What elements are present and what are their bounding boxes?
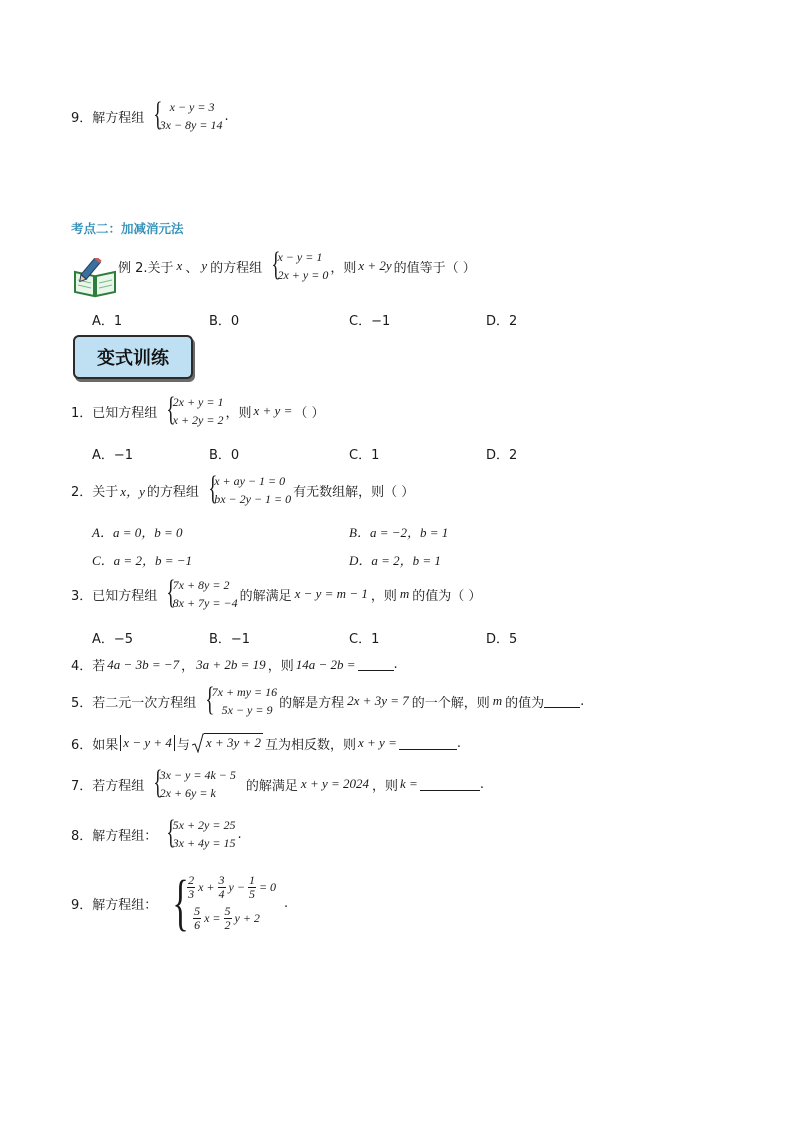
condition: x + y = 2024: [300, 776, 370, 791]
target-expression: x + y =: [253, 403, 293, 418]
equation-2: 3a + 2b = 19: [196, 656, 266, 672]
question-number: 8．: [71, 828, 93, 844]
absolute-value: [120, 735, 175, 751]
question-mid: 的解满足: [239, 588, 292, 604]
target-expression: x + y =: [358, 735, 397, 750]
question-mid: 的解满足: [245, 778, 298, 794]
equation-2: 8x + 7y = −4: [172, 596, 238, 610]
question-1: [71, 393, 324, 429]
denominator: 5: [248, 887, 255, 901]
equation-system: [159, 393, 223, 429]
target-expression: 14a − 2b =: [295, 656, 356, 672]
option-c: C．−1: [349, 314, 391, 329]
question-end: 的值为: [505, 695, 545, 711]
variable-m: m: [492, 693, 503, 708]
question-3: [71, 576, 481, 612]
left-brace: {: [208, 470, 218, 507]
variables: x，y: [120, 483, 145, 499]
question-prompt: 已知方程组: [92, 405, 158, 421]
denominator: 6: [194, 918, 201, 932]
question-prompt: 如果: [92, 737, 119, 753]
equation-1: 7x + my = 16: [211, 685, 278, 699]
option-c: C．1: [349, 632, 380, 647]
term: x =: [204, 911, 221, 925]
numerator: 3: [218, 873, 225, 887]
condition: 2x + 3y = 7: [347, 693, 409, 708]
variable-y: y: [201, 258, 208, 273]
term: = 0: [258, 880, 277, 894]
period: .: [456, 735, 461, 751]
question-number: 6．: [71, 737, 93, 753]
equation-2: bx − 2y − 1 = 0: [214, 492, 292, 506]
equation-system: [159, 816, 235, 852]
equation-2: 5x − y = 9: [221, 703, 273, 717]
equation-2: 3x − 8y = 14: [159, 118, 223, 132]
period: .: [393, 657, 398, 672]
question-tail: 的一个解，则: [411, 695, 490, 711]
period: .: [224, 108, 229, 124]
question-mid: 的方程组: [146, 484, 199, 500]
left-brace: {: [271, 246, 281, 283]
option-c: C．1: [349, 448, 380, 463]
option-c: C．a = 2，b = −1: [92, 553, 192, 568]
question-tail: 互为相反数，则: [265, 737, 357, 753]
separator: 、: [185, 260, 199, 276]
variable-x: x: [176, 258, 183, 273]
option-b: B．−1: [209, 632, 251, 647]
answer-blank[interactable]: [420, 778, 480, 791]
option-d: D．2: [486, 448, 518, 463]
question-prompt: 若: [92, 659, 106, 674]
term: y −: [228, 880, 245, 894]
term: x +: [198, 880, 215, 894]
question-tail: ，则: [225, 405, 252, 421]
fraction: [218, 874, 226, 901]
fraction: [248, 874, 256, 901]
period: .: [237, 826, 242, 842]
question-4: [71, 655, 398, 674]
question-number: 9．: [71, 110, 93, 126]
question-prompt: 若方程组: [92, 778, 145, 794]
question-number: 9．: [71, 897, 93, 913]
equation-system: [198, 683, 277, 719]
equation-1: 5x + 2y = 25: [172, 818, 236, 832]
numerator: 2: [188, 873, 195, 887]
option-b: B．0: [209, 314, 240, 329]
question-9: [71, 869, 289, 937]
fraction: [224, 905, 232, 932]
left-brace: {: [172, 869, 190, 937]
equation-system: [264, 248, 328, 284]
option-b: B．0: [209, 448, 240, 463]
period: .: [580, 693, 585, 709]
left-brace: {: [153, 96, 163, 133]
example-mid-text: 的方程组: [210, 260, 263, 276]
answer-blank[interactable]: [358, 658, 394, 671]
target-expression: k =: [400, 776, 418, 791]
equation-system: [146, 766, 236, 802]
option-a: A．−5: [92, 632, 134, 647]
target-expression: x + 2y: [358, 258, 392, 273]
example-tail-2: 的值等于（ ）: [393, 260, 476, 276]
radical-sign-icon: [192, 733, 204, 753]
left-brace: {: [166, 574, 176, 611]
period: .: [479, 776, 484, 792]
equation-system: [159, 869, 278, 937]
option-a: A．1: [92, 314, 123, 329]
equation-1: 4a − 3b = −7: [107, 656, 180, 672]
equation-2: 3x + 4y = 15: [172, 836, 236, 850]
answer-blank[interactable]: [544, 695, 580, 708]
practice-badge: 变式训练: [73, 335, 193, 379]
option-d: D．a = 2，b = 1: [349, 553, 441, 568]
equation-1: [186, 874, 278, 901]
question-5: [71, 683, 584, 719]
equation-2: x + 2y = 2: [172, 413, 224, 427]
question-prompt: 关于: [92, 484, 119, 500]
numerator: 5: [194, 904, 201, 918]
question-number: 1．: [71, 405, 93, 421]
question-number: 3．: [71, 588, 93, 604]
question-prompt: 解方程组: [92, 110, 145, 126]
question-prompt: 已知方程组: [92, 588, 158, 604]
answer-paren: 的值为（ ）: [412, 588, 482, 604]
question-8: [71, 816, 242, 852]
option-a: A．−1: [92, 448, 134, 463]
denominator: 2: [224, 918, 231, 932]
equation-1: 7x + 8y = 2: [172, 578, 230, 592]
left-brace: {: [153, 764, 163, 801]
question-tail: 有无数组解，则（ ）: [293, 484, 415, 500]
answer-paren: （ ）: [294, 405, 325, 421]
left-brace: {: [166, 814, 176, 851]
question-number: 7．: [71, 778, 93, 794]
section-title: 考点二：加减消元法: [71, 221, 184, 236]
left-brace: {: [166, 391, 176, 428]
question-2: [71, 472, 414, 508]
question-prompt: 若二元一次方程组: [92, 695, 197, 711]
denominator: 3: [188, 887, 195, 901]
question-6: [71, 733, 461, 753]
question-7: [71, 766, 484, 802]
question-prompt: 解方程组：: [92, 828, 158, 844]
book-pencil-icon: [72, 258, 118, 302]
separator: ，: [181, 659, 195, 674]
variable-m: m: [399, 586, 410, 601]
option-b: B．a = −2，b = 1: [349, 525, 449, 540]
equation-1: 3x − y = 4k − 5: [159, 768, 236, 782]
equation-system: [159, 576, 237, 612]
condition: x − y = m − 1: [294, 586, 368, 601]
numerator: 1: [248, 873, 255, 887]
question-mid: 与: [176, 737, 190, 753]
equation-2: [186, 905, 278, 932]
answer-blank[interactable]: [399, 737, 457, 750]
equation-1: x − y = 1: [277, 250, 323, 264]
equation-system: [201, 472, 291, 508]
absolute-value-expression: x − y + 4: [123, 735, 172, 750]
option-a: A．a = 0，b = 0: [92, 525, 183, 540]
option-d: D．5: [486, 632, 518, 647]
equation-1: x + ay − 1 = 0: [214, 474, 286, 488]
question-tail: ，则: [370, 588, 397, 604]
example-tail-1: ，则: [330, 260, 357, 276]
square-root: [192, 733, 263, 753]
left-brace: {: [205, 681, 215, 718]
radicand: x + 3y + 2: [204, 733, 263, 753]
question-mid: 的解是方程: [279, 695, 345, 711]
question-tail: ，则: [372, 778, 399, 794]
question-prompt: 解方程组：: [92, 897, 158, 913]
equation-1: x − y = 3: [169, 100, 215, 114]
question-9-top: [71, 98, 229, 134]
equation-1: 2x + y = 1: [172, 395, 224, 409]
fraction: [193, 905, 201, 932]
question-tail: ，则: [267, 659, 294, 674]
question-number: 5．: [71, 695, 93, 711]
denominator: 4: [218, 887, 225, 901]
example-prompt: 例 2.关于: [118, 260, 174, 276]
equation-2: 2x + 6y = k: [159, 786, 216, 800]
term: y + 2: [234, 911, 260, 925]
period: .: [284, 895, 289, 911]
equation-system: [146, 98, 222, 134]
example-2: [118, 248, 476, 284]
option-d: D．2: [486, 314, 518, 329]
question-number: 4．: [71, 659, 93, 674]
question-number: 2．: [71, 484, 93, 500]
equation-2: 2x + y = 0: [277, 268, 329, 282]
numerator: 5: [224, 904, 231, 918]
